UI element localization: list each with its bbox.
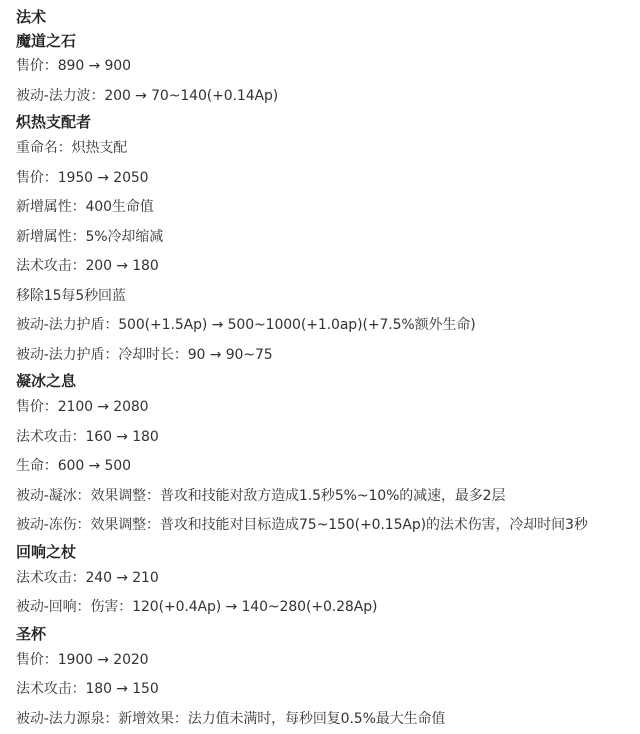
change-line: 售价：2100 → 2080 <box>16 393 640 423</box>
change-line: 新增属性：5%冷却缩减 <box>16 223 640 253</box>
item-block <box>16 111 640 370</box>
section-title: 法术 <box>16 6 640 28</box>
change-line: 法术攻击：160 → 180 <box>16 423 640 453</box>
change-line: 法术攻击：200 → 180 <box>16 252 640 282</box>
item-list <box>16 30 640 734</box>
item-name: 回响之杖 <box>16 541 640 564</box>
change-line: 售价：1950 → 2050 <box>16 164 640 194</box>
change-line: 售价：1900 → 2020 <box>16 646 640 676</box>
item-name: 炽热支配者 <box>16 111 640 134</box>
change-line: 法术攻击：180 → 150 <box>16 675 640 705</box>
change-line: 售价：890 → 900 <box>16 52 640 82</box>
change-line: 移除15每5秒回蓝 <box>16 282 640 312</box>
item-block <box>16 541 640 623</box>
item-block <box>16 30 640 111</box>
item-name: 圣杯 <box>16 623 640 646</box>
item-name: 魔道之石 <box>16 30 640 52</box>
item-name: 凝冰之息 <box>16 370 640 393</box>
change-line: 被动-凝冰：效果调整：普攻和技能对敌方造成1.5秒5%~10%的减速，最多2层 <box>16 482 640 512</box>
change-line: 重命名：炽热支配 <box>16 134 640 164</box>
change-line: 被动-法力波：200 → 70~140(+0.14Ap) <box>16 82 640 112</box>
item-block <box>16 623 640 734</box>
change-line: 被动-法力护盾：冷却时长：90 → 90~75 <box>16 341 640 371</box>
change-line: 被动-回响：伤害：120(+0.4Ap) → 140~280(+0.28Ap) <box>16 593 640 623</box>
change-line: 法术攻击：240 → 210 <box>16 564 640 594</box>
change-line: 生命：600 → 500 <box>16 452 640 482</box>
item-block <box>16 370 640 541</box>
change-line: 被动-冻伤：效果调整：普攻和技能对目标造成75~150(+0.15Ap)的法术伤害，冷却时间3秒 <box>16 511 640 541</box>
change-line: 被动-法力护盾：500(+1.5Ap) → 500~1000(+1.0ap)(+7.5%额外生命) <box>16 311 640 341</box>
change-line: 被动-法力源泉：新增效果：法力值未满时，每秒回复0.5%最大生命值 <box>16 705 640 734</box>
change-line: 新增属性：400生命值 <box>16 193 640 223</box>
